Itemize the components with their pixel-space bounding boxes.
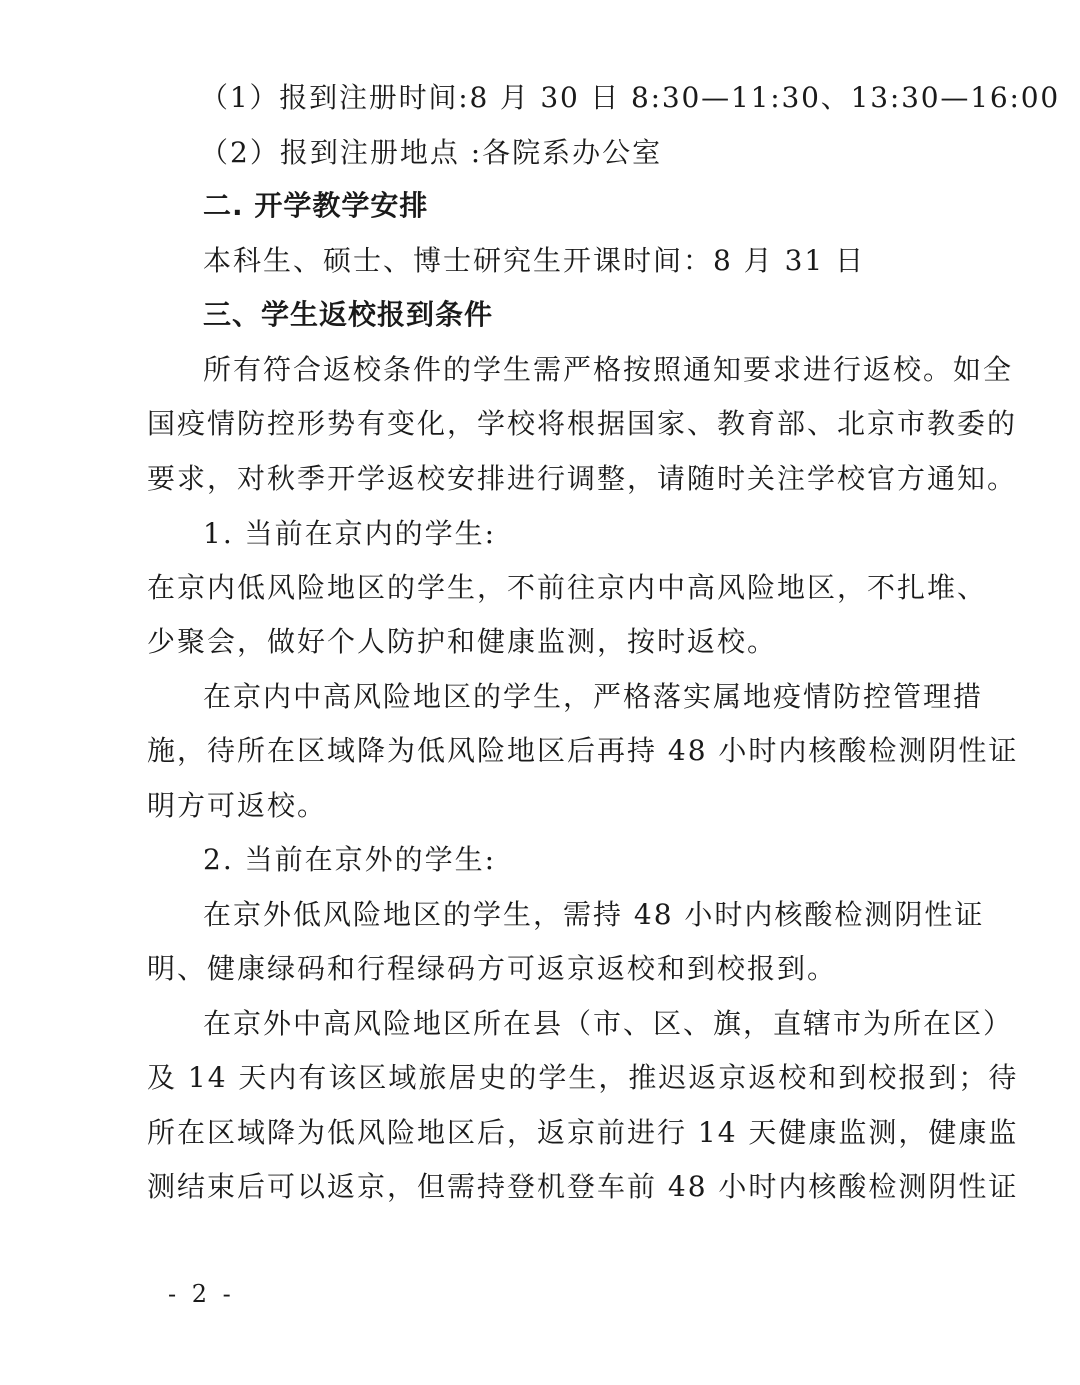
paragraph-line: 少聚会，做好个人防护和健康监测，按时返校。 [147,625,778,658]
paragraph-line: 在京外低风险地区的学生，需持 48 小时内核酸检测阴性证 [203,898,985,931]
paragraph-line: 明方可返校。 [147,789,328,822]
paragraph-line: 所有符合返校条件的学生需严格按照通知要求进行返校。如全 [203,353,1014,386]
paragraph-line: 及 14 天内有该区域旅居史的学生，推迟返京返校和到校报到；待 [147,1061,1019,1094]
paragraph-line: 在京内中高风险地区的学生，严格落实属地疫情防控管理措 [203,680,984,713]
subheading-outside-beijing: 2. 当前在京外的学生: [203,843,497,876]
subheading-in-beijing: 1. 当前在京内的学生: [203,517,497,550]
paragraph-line: 在京内低风险地区的学生，不前往京内中高风险地区，不扎堆、 [147,571,988,604]
paragraph-line: 测结束后可以返京，但需持登机登车前 48 小时内核酸检测阴性证 [147,1170,1019,1203]
section-heading-return-conditions: 三、学生返校报到条件 [203,298,494,331]
paragraph-line: 所在区域降为低风险地区后，返京前进行 14 天健康监测，健康监 [147,1116,1019,1149]
registration-time-line: （1）报到注册时间:8 月 30 日 8:30—11:30、13:30—16:00 [200,81,1061,114]
page-number: - 2 - [168,1280,235,1308]
registration-location-line: （2）报到注册地点 :各院系办公室 [200,136,663,169]
paragraph-line: 明、健康绿码和行程绿码方可返京返校和到校报到。 [147,952,838,985]
paragraph-line: 要求，对秋季开学返校安排进行调整，请随时关注学校官方通知。 [147,462,1018,495]
paragraph-line: 在京外中高风险地区所在县（市、区、旗，直辖市为所在区） [203,1007,1014,1040]
class-start-line: 本科生、硕士、博士研究生开课时间：8 月 31 日 [203,244,866,277]
paragraph-line: 施，待所在区域降为低风险地区后再持 48 小时内核酸检测阴性证 [147,734,1019,767]
paragraph-line: 国疫情防控形势有变化，学校将根据国家、教育部、北京市教委的 [147,407,1018,440]
section-heading-teaching: 二. 开学教学安排 [203,189,429,222]
